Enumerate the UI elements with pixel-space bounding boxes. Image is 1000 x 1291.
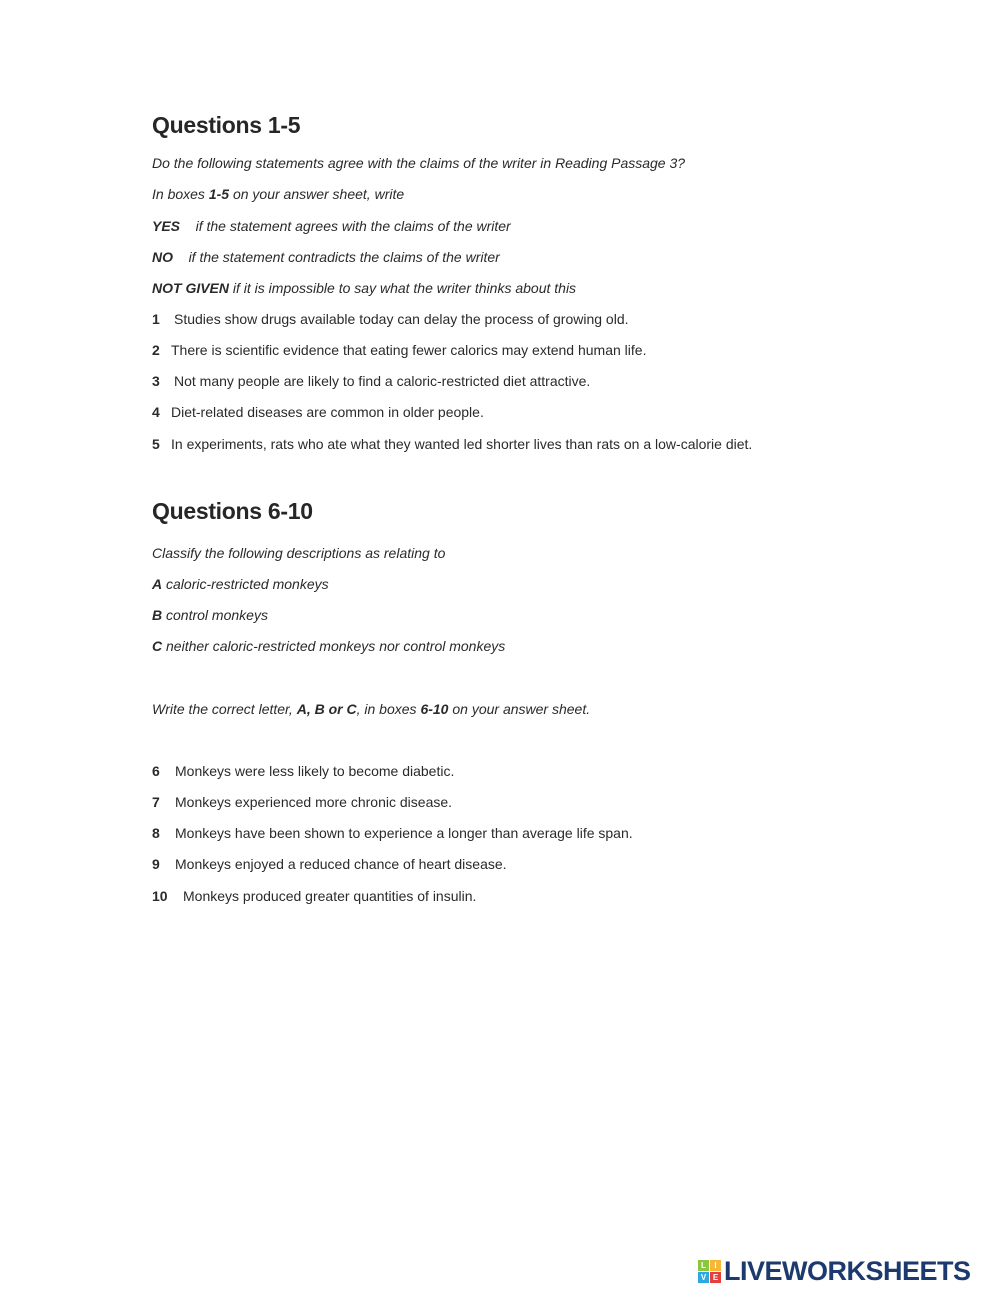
option-b <box>152 606 268 624</box>
question-number: 1 <box>152 311 160 327</box>
question-9 <box>152 855 507 873</box>
question-text: Studies show drugs available today can delay the process of growing old. <box>174 311 629 327</box>
option-text: if the statement contradicts the claims of the writer <box>188 249 500 265</box>
question-number: 5 <box>152 436 160 452</box>
text: In boxes <box>152 186 209 202</box>
liveworksheets-logo <box>698 1256 971 1287</box>
option-key: YES <box>152 218 181 234</box>
question-10 <box>152 887 476 905</box>
option-no <box>152 248 500 266</box>
logo-tiles-icon <box>698 1260 721 1283</box>
question-3 <box>152 372 590 390</box>
option-text: neither caloric-restricted monkeys nor control monkeys <box>166 638 506 654</box>
question-6 <box>152 762 454 780</box>
logo-tile: V <box>698 1272 709 1283</box>
question-number: 4 <box>152 404 160 420</box>
option-key: C <box>152 638 163 654</box>
question-number: 6 <box>152 763 160 779</box>
range: 6-10 <box>420 701 449 717</box>
question-text: Monkeys produced greater quantities of insulin. <box>183 888 477 904</box>
question-text: Monkeys were less likely to become diabetic. <box>175 763 455 779</box>
text: Write the correct letter, <box>152 701 297 717</box>
question-text: In experiments, rats who ate what they wanted led shorter lives than rats on a low-calorie diet. <box>171 436 753 452</box>
question-number: 10 <box>152 888 168 904</box>
question-4 <box>152 403 484 421</box>
option-key: A <box>152 576 163 592</box>
question-text: Not many people are likely to find a caloric-restricted diet attractive. <box>174 373 591 389</box>
question-number: 8 <box>152 825 160 841</box>
heading-questions-6-10: Questions 6-10 <box>152 498 313 524</box>
question-text: There is scientific evidence that eating fewer calorics may extend human life. <box>171 342 647 358</box>
logo-tile: I <box>710 1260 721 1271</box>
question-8 <box>152 824 633 842</box>
option-key: NOT GIVEN <box>152 280 230 296</box>
boxes-instruction <box>152 185 404 203</box>
option-key: NO <box>152 249 173 265</box>
question-number: 7 <box>152 794 160 810</box>
instruction: Classify the following descriptions as relating to <box>152 545 446 561</box>
question-text: Diet-related diseases are common in older people. <box>171 404 484 420</box>
question-text: Monkeys experienced more chronic disease. <box>175 794 453 810</box>
option-text: if the statement agrees with the claims of the writer <box>195 218 511 234</box>
text: , in boxes <box>356 701 421 717</box>
write-instruction <box>152 700 590 718</box>
option-c <box>152 637 505 655</box>
text: on your answer sheet, write <box>229 186 405 202</box>
logo-tile: L <box>698 1260 709 1271</box>
question-number: 2 <box>152 342 160 358</box>
logo-tile: E <box>710 1272 721 1283</box>
option-a <box>152 575 329 593</box>
logo-text: LIVEWORKSHEETS <box>724 1256 971 1286</box>
question-1 <box>152 310 629 328</box>
option-key: B <box>152 607 163 623</box>
question-number: 9 <box>152 856 160 872</box>
question-7 <box>152 793 452 811</box>
option-text: control monkeys <box>166 607 268 623</box>
letters: A, B or C <box>296 701 357 717</box>
question-2 <box>152 341 646 359</box>
question-number: 3 <box>152 373 160 389</box>
text: on your answer sheet. <box>448 701 591 717</box>
question-text: Monkeys enjoyed a reduced chance of heart disease. <box>175 856 507 872</box>
heading-questions-1-5: Questions 1-5 <box>152 112 301 138</box>
question-text: Monkeys have been shown to experience a longer than average life span. <box>175 825 633 841</box>
instruction: Do the following statements agree with the claims of the writer in Reading Passage 3? <box>152 155 686 171</box>
option-text: caloric-restricted monkeys <box>166 576 329 592</box>
option-text: if it is impossible to say what the writer thinks about this <box>232 280 577 296</box>
question-5 <box>152 435 752 453</box>
option-not-given <box>152 279 576 297</box>
option-yes <box>152 217 511 235</box>
range: 1-5 <box>208 186 230 202</box>
